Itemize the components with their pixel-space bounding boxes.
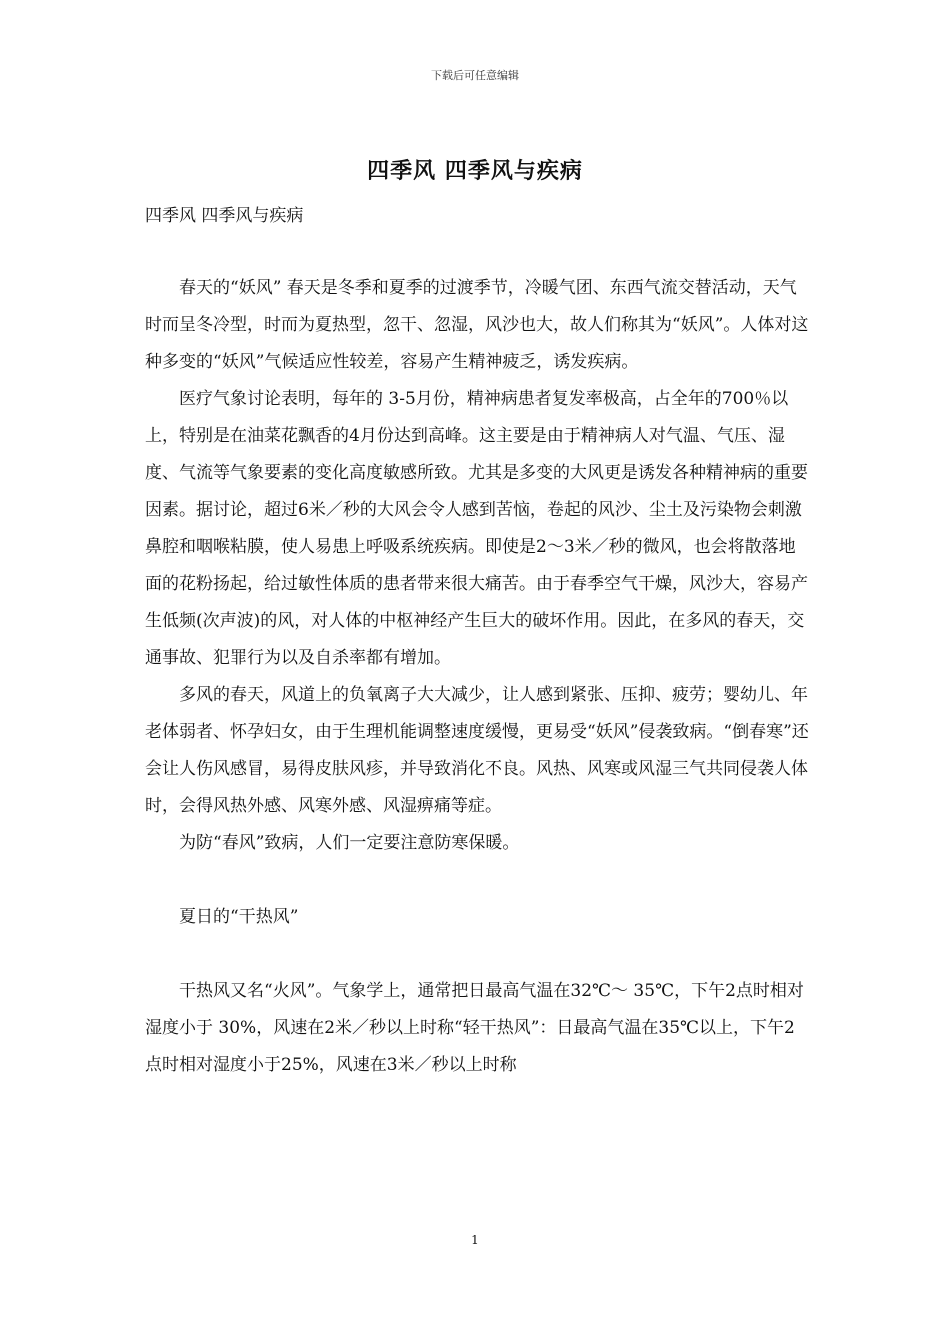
paragraph-prevention: 为防“春风”致病，人们一定要注意防寒保暖。	[179, 833, 520, 853]
page-subtitle: 四季风 四季风与疾病	[145, 206, 304, 226]
section-heading-summer-wind: 夏日的“干热风”	[179, 907, 299, 927]
paragraph-medical-research: 医疗气象讨论表明，每年的 3-5月份，精神病患者复发率极高，占全年的700％以上，特别是在油菜花飘香的4月份达到高峰。这主要是由于精神病人对气温、气压、湿度、气流等气象要素的变化高度敏感所致。尤其是多变的大风更是诱发各种精神病的重要因素。据讨论，超过6米／秒的大风会令人感到苦恼，卷起的风沙、尘土及污染物会刺激鼻腔和咽喉粘膜，使人易患上呼吸系统疾病。即使是2～3米／秒的微风，也会将散落地面的花粉扬起，给过敏性体质的患者带来很大痛苦。由于春季空气干燥，风沙大，容易产生低频(次声波)的风，对人体的中枢神经产生巨大的破坏作用。因此，在多风的春天，交通事故、犯罪行为以及自杀率都有增加。	[145, 389, 808, 668]
page-title: 四季风 四季风与疾病	[367, 158, 583, 184]
paragraph-spring-wind: 春天的“妖风” 春天是冬季和夏季的过渡季节，冷暖气团、东西气流交替活动，天气时而呈冬冷型，时而为夏热型，忽干、忽湿，风沙也大，故人们称其为“妖风”。人体对这种多变的“妖风”气候适应性较差，容易产生精神疲乏，诱发疾病。	[145, 278, 809, 372]
document-body	[145, 270, 810, 1084]
page-number: 1	[471, 1233, 479, 1247]
paragraph-dry-hot-wind: 干热风又名“火风”。气象学上，通常把日最高气温在32℃～ 35℃，下午2点时相对湿度小于 30%，风速在2米／秒以上时称“轻干热风”：日最高气温在35℃以上，下午2点时相对湿度小于25%，风速在3米／秒以上时称	[145, 981, 804, 1075]
paragraph-windy-spring: 多风的春天，风道上的负氧离子大大减少，让人感到紧张、压抑、疲劳；婴幼儿、年老体弱者、怀孕妇女，由于生理机能调整速度缓慢，更易受“妖风”侵袭致病。“倒春寒”还会让人伤风感冒，易得皮肤风疹，并导致消化不良。风热、风寒或风湿三气共同侵袭人体时，会得风热外感、风寒外感、风湿痹痛等症。	[145, 685, 809, 816]
header-note: 下载后可任意编辑	[431, 69, 519, 82]
